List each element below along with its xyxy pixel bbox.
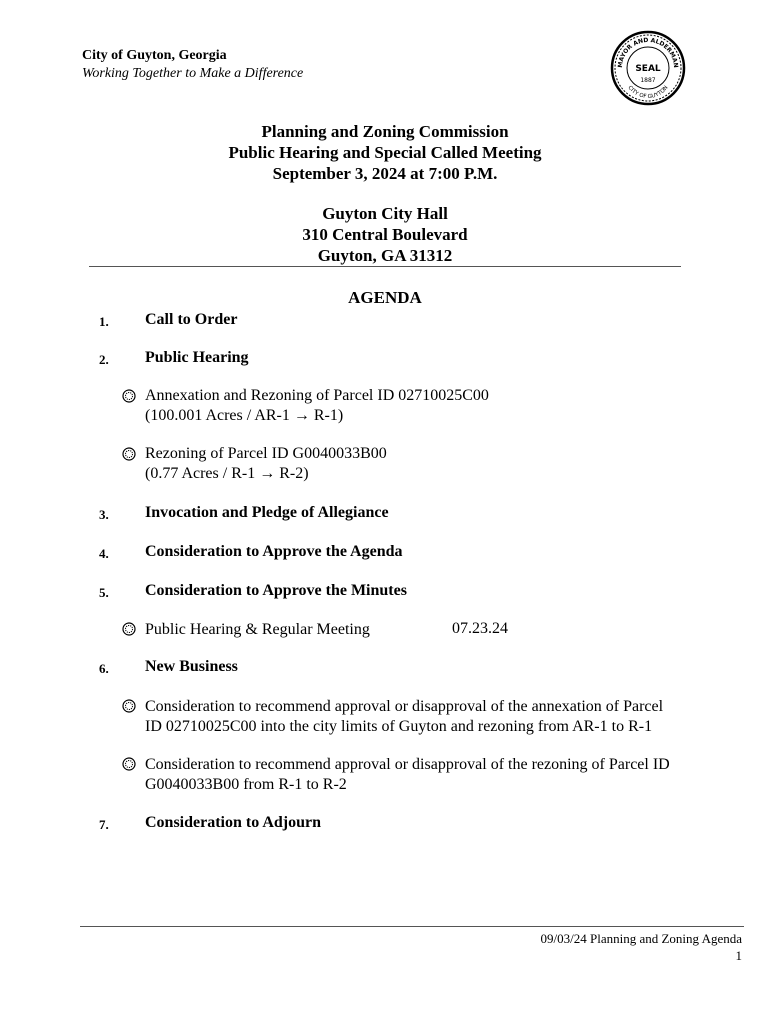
bullet-icon <box>122 757 136 771</box>
bullet-icon <box>122 622 136 636</box>
footer-doc-title: 09/03/24 Planning and Zoning Agenda <box>540 931 742 946</box>
agenda-item-number: 2. <box>99 352 109 367</box>
agenda-item-number: 6. <box>99 661 109 676</box>
list-item <box>145 697 663 737</box>
list-item <box>145 444 387 484</box>
minutes-label: Public Hearing & Regular Meeting <box>145 621 370 638</box>
seal-bottom-text: CITY OF GUYTON <box>626 84 670 101</box>
footer-divider <box>80 926 744 927</box>
agenda-item-adjourn: Consideration to Adjourn <box>145 814 322 831</box>
seal-center-text: SEAL <box>635 64 661 74</box>
agenda-item-number: 4. <box>99 546 109 561</box>
bullet-icon <box>122 447 136 461</box>
new-business-1-line1: Consideration to recommend approval or disapproval of the annexation of Parcel <box>145 698 664 715</box>
list-item <box>145 386 489 426</box>
page-footer <box>541 930 742 964</box>
hearing-item-1-detail: (100.001 Acres / AR-1 → R-1) <box>145 407 344 424</box>
seal-year-text: 1887 <box>640 77 656 84</box>
meeting-heading <box>0 121 770 184</box>
venue-heading <box>0 203 770 266</box>
org-motto: Working Together to Make a Difference <box>82 66 304 81</box>
minutes-date: 07.23.24 <box>452 620 508 637</box>
list-item <box>145 755 670 795</box>
agenda-item-public-hearing: Public Hearing <box>145 349 249 366</box>
city-seal-icon <box>610 30 686 106</box>
agenda-item-call-to-order: Call to Order <box>145 311 238 328</box>
agenda-title: AGENDA <box>348 288 422 307</box>
venue-city: Guyton, GA 31312 <box>317 246 453 265</box>
venue-name: Guyton City Hall <box>322 204 448 223</box>
org-block <box>82 47 303 83</box>
meeting-type: Public Hearing and Special Called Meeting <box>228 143 542 162</box>
hearing-item-1-title: Annexation and Rezoning of Parcel ID 02710025C00 <box>145 387 489 404</box>
seal-top-text: MAYOR AND ALDERMAN <box>616 36 680 69</box>
new-business-1-line2: ID 02710025C00 into the city limits of Guyton and rezoning from AR-1 to R-1 <box>145 718 653 735</box>
commission-title: Planning and Zoning Commission <box>261 122 509 141</box>
new-business-2-line2: G0040033B00 from R-1 to R-2 <box>145 776 347 793</box>
meeting-date: September 3, 2024 at 7:00 P.M. <box>272 164 498 183</box>
page-number: 1 <box>735 948 742 963</box>
agenda-item-number: 1. <box>99 314 109 329</box>
new-business-2-line1: Consideration to recommend approval or disapproval of the rezoning of Parcel ID <box>145 756 670 773</box>
bullet-icon <box>122 699 136 713</box>
agenda-item-invocation: Invocation and Pledge of Allegiance <box>145 504 389 521</box>
agenda-item-new-business: New Business <box>145 658 238 675</box>
venue-street: 310 Central Boulevard <box>302 225 468 244</box>
agenda-item-approve-minutes: Consideration to Approve the Minutes <box>145 582 407 599</box>
agenda-item-approve-agenda: Consideration to Approve the Agenda <box>145 543 403 560</box>
agenda-item-number: 3. <box>99 507 109 522</box>
hearing-item-2-title: Rezoning of Parcel ID G0040033B00 <box>145 445 387 462</box>
agenda-item-number: 5. <box>99 585 109 600</box>
hearing-item-2-detail: (0.77 Acres / R-1 → R-2) <box>145 465 309 482</box>
agenda-item-number: 7. <box>99 817 109 832</box>
header-divider <box>89 266 681 267</box>
bullet-icon <box>122 389 136 403</box>
org-name: City of Guyton, Georgia <box>82 48 227 63</box>
